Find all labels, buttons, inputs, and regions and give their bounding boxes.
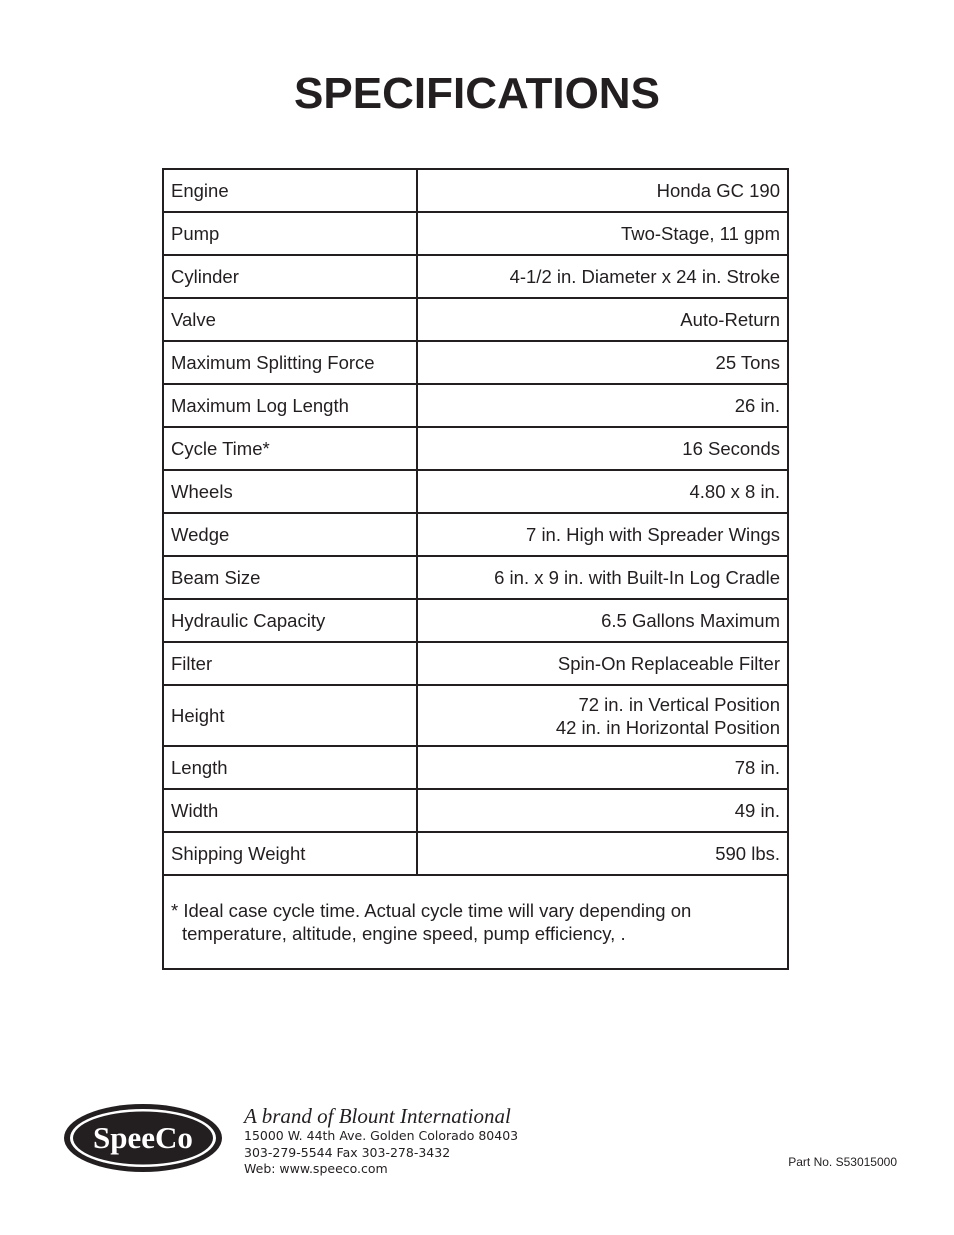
spec-value-line: 25 Tons	[715, 352, 780, 373]
spec-label: Engine	[163, 169, 417, 212]
footnote-line-2: temperature, altitude, engine speed, pump efficiency, .	[182, 923, 626, 944]
spec-value-line: 4-1/2 in. Diameter x 24 in. Stroke	[509, 266, 780, 287]
table-row	[163, 470, 788, 513]
spec-value-line: 7 in. High with Spreader Wings	[526, 524, 780, 545]
spec-label: Beam Size	[163, 556, 417, 599]
spec-value	[417, 427, 788, 470]
spec-label: Height	[163, 685, 417, 746]
spec-value-line: 4.80 x 8 in.	[689, 481, 780, 502]
spec-value	[417, 642, 788, 685]
spec-value	[417, 169, 788, 212]
web-line: Web: www.speeco.com	[244, 1161, 388, 1176]
spec-label: Pump	[163, 212, 417, 255]
spec-label: Maximum Log Length	[163, 384, 417, 427]
brand-tagline: A brand of Blount International	[244, 1104, 511, 1128]
spec-label: Hydraulic Capacity	[163, 599, 417, 642]
table-row	[163, 642, 788, 685]
spec-label: Filter	[163, 642, 417, 685]
table-row	[163, 427, 788, 470]
spec-value-line: 78 in.	[734, 757, 780, 778]
table-row	[163, 832, 788, 875]
table-row	[163, 556, 788, 599]
spec-value	[417, 298, 788, 341]
spec-label: Valve	[163, 298, 417, 341]
spec-value-line: Spin-On Replaceable Filter	[557, 653, 780, 674]
spec-value	[417, 556, 788, 599]
specifications-table-body	[163, 169, 788, 969]
spec-value-line: 6.5 Gallons Maximum	[601, 610, 780, 631]
part-number: Part No. S53015000	[788, 1155, 897, 1169]
spec-value-line: Two-Stage, 11 gpm	[620, 223, 780, 244]
spec-label: Wedge	[163, 513, 417, 556]
spec-label: Cycle Time*	[163, 427, 417, 470]
table-row	[163, 685, 788, 746]
spec-value-line: 6 in. x 9 in. with Built-In Log Cradle	[494, 567, 780, 588]
address-line: 15000 W. 44th Ave. Golden Colorado 80403	[244, 1128, 519, 1143]
table-row	[163, 341, 788, 384]
spec-value	[417, 746, 788, 789]
table-row	[163, 599, 788, 642]
spec-value-line: 26 in.	[734, 395, 780, 416]
spec-value	[417, 685, 788, 746]
spec-label: Length	[163, 746, 417, 789]
phone-line: 303-279-5544 Fax 303-278-3432	[244, 1144, 451, 1160]
spec-value-line: Auto-Return	[680, 309, 780, 330]
table-row	[163, 513, 788, 556]
spec-label: Width	[163, 789, 417, 832]
spec-value	[417, 255, 788, 298]
brand-block	[244, 1104, 518, 1178]
spec-value-line: 42 in. in Horizontal Position	[555, 716, 780, 738]
spec-label: Cylinder	[163, 255, 417, 298]
table-row	[163, 255, 788, 298]
spec-label: Maximum Splitting Force	[163, 341, 417, 384]
spec-value	[417, 599, 788, 642]
table-row	[163, 169, 788, 212]
footnote-row	[163, 875, 788, 969]
logo-text: SpeeCo	[93, 1120, 193, 1155]
table-row	[163, 746, 788, 789]
page-title: SPECIFICATIONS	[294, 69, 660, 118]
spec-value	[417, 384, 788, 427]
spec-value-line: Honda GC 190	[656, 180, 780, 201]
table-row	[163, 298, 788, 341]
table-row	[163, 212, 788, 255]
footnote-line-1: * Ideal case cycle time. Actual cycle time will vary depending on	[171, 900, 692, 921]
table-row	[163, 789, 788, 832]
spec-value	[417, 513, 788, 556]
spec-value	[417, 789, 788, 832]
spec-value-line: 72 in. in Vertical Position	[578, 693, 780, 715]
specifications-table	[162, 168, 789, 970]
table-row	[163, 384, 788, 427]
spec-value-line: 49 in.	[734, 800, 780, 821]
spec-value-line: 590 lbs.	[715, 843, 780, 864]
spec-value	[417, 832, 788, 875]
spec-value-line: 16 Seconds	[682, 438, 780, 459]
speeco-logo	[62, 1102, 224, 1174]
spec-value	[417, 212, 788, 255]
spec-value	[417, 470, 788, 513]
footnote	[163, 875, 788, 969]
spec-value	[417, 341, 788, 384]
spec-label: Wheels	[163, 470, 417, 513]
spec-label: Shipping Weight	[163, 832, 417, 875]
